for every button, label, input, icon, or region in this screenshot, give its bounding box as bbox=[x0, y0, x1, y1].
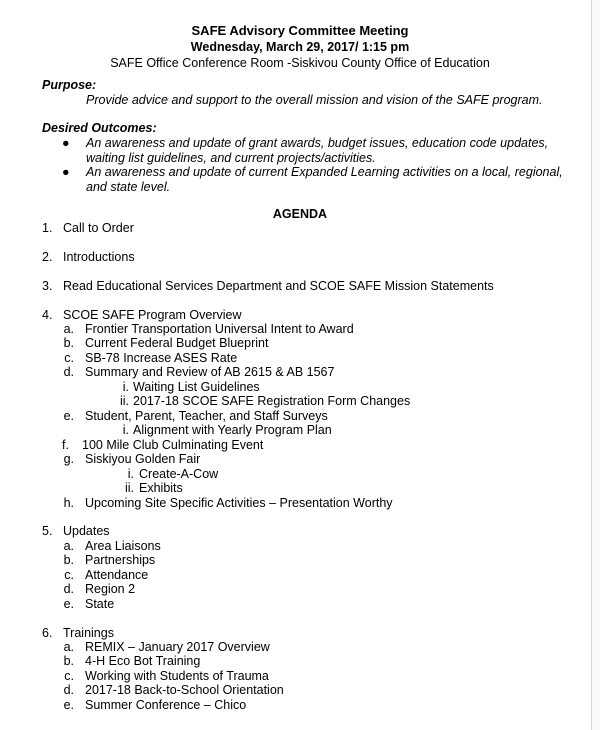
subitem-marker: f. bbox=[62, 438, 69, 452]
subitem-marker: c. bbox=[64, 351, 74, 365]
subitem-marker: h. bbox=[63, 496, 74, 510]
subitem-marker: e. bbox=[63, 597, 74, 611]
agenda-item-text: Trainings bbox=[63, 626, 114, 640]
agenda-item-number: 3. bbox=[42, 279, 53, 293]
subitem-marker: ii. bbox=[124, 481, 134, 495]
subitem-marker: g. bbox=[63, 452, 74, 466]
outcome-item: An awareness and update of current Expanded Learning activities on a local, regional, and state level. bbox=[86, 165, 563, 194]
subitem-text: Frontier Transportation Universal Intent to Award bbox=[85, 322, 354, 336]
subitem-text: Alignment with Yearly Program Plan bbox=[133, 423, 332, 437]
agenda-item-number: 2. bbox=[42, 250, 53, 264]
subitem-marker: e. bbox=[63, 409, 74, 423]
subitem-text: 4-H Eco Bot Training bbox=[85, 654, 201, 668]
agenda-item-number: 1. bbox=[42, 221, 53, 235]
subitem-text: Waiting List Guidelines bbox=[133, 380, 260, 394]
agenda-item-text: Updates bbox=[63, 524, 110, 538]
meeting-title: SAFE Advisory Committee Meeting bbox=[191, 23, 409, 38]
subitem-marker: d. bbox=[63, 582, 74, 596]
subitem-marker: d. bbox=[63, 683, 74, 697]
subitem-marker: b. bbox=[63, 336, 74, 350]
bullet-icon: ● bbox=[62, 136, 70, 150]
subitem-marker: e. bbox=[63, 698, 74, 712]
subitem-marker: b. bbox=[63, 654, 74, 668]
subitem-text: Area Liaisons bbox=[85, 539, 161, 553]
agenda-item-number: 6. bbox=[42, 626, 53, 640]
page-edge bbox=[591, 0, 600, 730]
subitem-marker: c. bbox=[64, 669, 74, 683]
agenda-item-text: Introductions bbox=[63, 250, 135, 264]
subitem-text: Working with Students of Trauma bbox=[85, 669, 269, 683]
subitem-text: Partnerships bbox=[85, 553, 156, 567]
agenda-item-text: Call to Order bbox=[63, 221, 134, 235]
purpose-label: Purpose: bbox=[42, 78, 97, 92]
subitem-text: Region 2 bbox=[85, 582, 136, 596]
subitem-text: Exhibits bbox=[139, 481, 183, 495]
subitem-text: REMIX – January 2017 Overview bbox=[85, 640, 270, 654]
agenda-item-text: SCOE SAFE Program Overview bbox=[63, 308, 242, 322]
document-header bbox=[0, 0, 600, 71]
subitem-text: Attendance bbox=[85, 568, 149, 582]
subitem-marker: i. bbox=[127, 467, 134, 481]
subitem-text: 2017-18 SCOE SAFE Registration Form Changes bbox=[133, 394, 411, 408]
subitem-marker: a. bbox=[63, 322, 74, 336]
agenda-item-number: 5. bbox=[42, 524, 53, 538]
subitem-text: Upcoming Site Specific Activities – Presentation Worthy bbox=[85, 496, 393, 510]
meeting-date-time: Wednesday, March 29, 2017/ 1:15 pm bbox=[190, 40, 410, 54]
subitem-text: Siskiyou Golden Fair bbox=[85, 452, 201, 466]
subitem-marker: i. bbox=[122, 380, 129, 394]
agenda-heading: AGENDA bbox=[272, 207, 328, 221]
subitem-text: Current Federal Budget Blueprint bbox=[85, 336, 269, 350]
subitem-marker: a. bbox=[63, 539, 74, 553]
outcomes-label: Desired Outcomes: bbox=[42, 121, 157, 135]
meeting-location: SAFE Office Conference Room -Siskivou County Office of Education bbox=[110, 56, 490, 70]
subitem-marker: c. bbox=[64, 568, 74, 582]
subitem-text: State bbox=[85, 597, 115, 611]
subitem-marker: i. bbox=[122, 423, 129, 437]
subitem-text: 100 Mile Club Culminating Event bbox=[82, 438, 264, 452]
subitem-text: Summary and Review of AB 2615 & AB 1567 bbox=[85, 365, 335, 379]
subitem-marker: b. bbox=[63, 553, 74, 567]
subitem-text: 2017-18 Back-to-School Orientation bbox=[85, 683, 284, 697]
purpose-text: Provide advice and support to the overall mission and vision of the SAFE program. bbox=[86, 93, 543, 107]
subitem-marker: d. bbox=[63, 365, 74, 379]
subitem-text: Create-A-Cow bbox=[139, 467, 219, 481]
subitem-marker: ii. bbox=[119, 394, 129, 408]
agenda-item-text: Read Educational Services Department and SCOE SAFE Mission Statements bbox=[63, 279, 494, 293]
agenda-item-number: 4. bbox=[42, 308, 53, 322]
subitem-marker: a. bbox=[63, 640, 74, 654]
subitem-text: SB-78 Increase ASES Rate bbox=[85, 351, 238, 365]
outcome-item: An awareness and update of grant awards, budget issues, education code updates, waiting list guidelines, and current projects/activities. bbox=[86, 136, 549, 165]
subitem-text: Student, Parent, Teacher, and Staff Surveys bbox=[85, 409, 328, 423]
subitem-text: Summer Conference – Chico bbox=[85, 698, 247, 712]
bullet-icon: ● bbox=[62, 165, 70, 179]
